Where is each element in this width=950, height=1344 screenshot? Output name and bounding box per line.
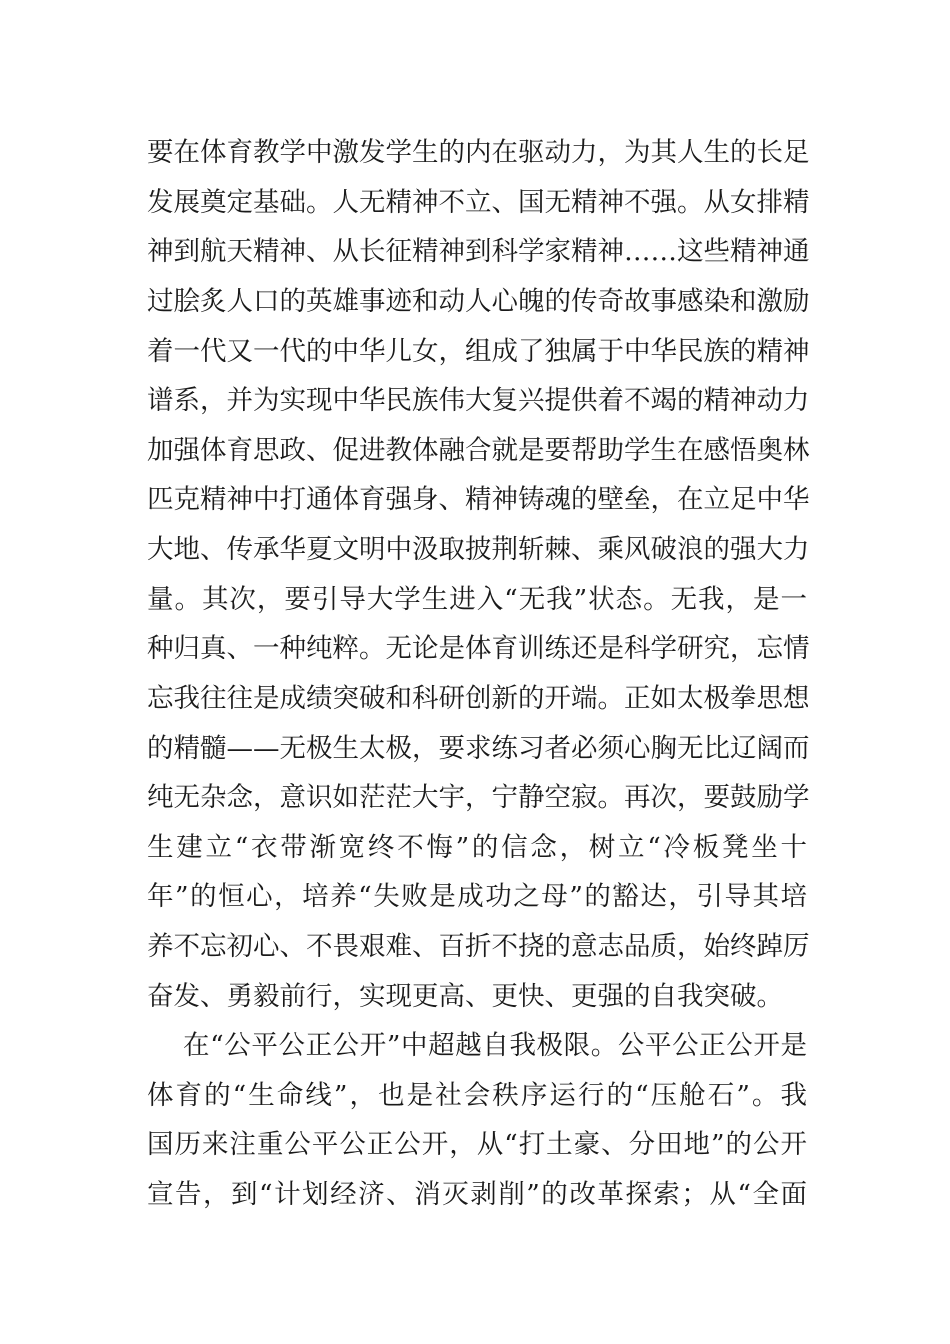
text-line: 年”的恒心，培养“失败是成功之母”的豁达，引导其培 (147, 881, 807, 912)
paragraph-start-line: 在“公平公正公开”中超越自我极限。公平公正公开是 (183, 1030, 807, 1061)
text-line: 谱系，并为实现中华民族伟大复兴提供着不竭的精神动力 (147, 385, 810, 416)
text-line: 宣告，到“计划经济、消灭剥削”的改革探索；从“全面 (147, 1179, 807, 1210)
text-line: 发展奠定基础。人无精神不立、国无精神不强。从女排精 (147, 187, 810, 218)
text-line: 过脍炙人口的英雄事迹和动人心魄的传奇故事感染和激励 (147, 286, 810, 317)
text-line: 要在体育教学中激发学生的内在驱动力，为其人生的长足 (147, 137, 810, 168)
text-line: 忘我往往是成绩突破和科研创新的开端。正如太极拳思想 (147, 683, 810, 714)
text-line: 养不忘初心、不畏艰难、百折不挠的意志品质，始终踔厉 (147, 931, 810, 962)
text-line: 量。其次，要引导大学生进入“无我”状态。无我，是一 (147, 584, 807, 615)
text-line: 加强体育思政、促进教体融合就是要帮助学生在感悟奥林 (147, 435, 810, 466)
text-line: 大地、传承华夏文明中汲取披荆斩棘、乘风破浪的强大力 (147, 534, 810, 565)
text-line: 的精髓——无极生太极，要求练习者必须心胸无比辽阔而 (147, 733, 810, 764)
text-line: 生建立“衣带渐宽终不悔”的信念，树立“冷板凳坐十 (147, 832, 807, 863)
text-line: 种归真、一种纯粹。无论是体育训练还是科学研究，忘情 (147, 633, 810, 664)
text-line: 奋发、勇毅前行，实现更高、更快、更强的自我突破。 (147, 981, 783, 1012)
text-line: 国历来注重公平公正公开，从“打土豪、分田地”的公开 (147, 1129, 807, 1160)
text-line: 纯无杂念，意识如茫茫大宇，宁静空寂。再次，要鼓励学 (147, 782, 810, 813)
text-line: 神到航天精神、从长征精神到科学家精神……这些精神通 (147, 236, 810, 267)
text-line: 着一代又一代的中华儿女，组成了独属于中华民族的精神 (147, 336, 810, 367)
text-line: 匹克精神中打通体育强身、精神铸魂的壁垒，在立足中华 (147, 484, 810, 515)
text-line: 体育的“生命线”，也是社会秩序运行的“压舱石”。我 (147, 1080, 807, 1111)
